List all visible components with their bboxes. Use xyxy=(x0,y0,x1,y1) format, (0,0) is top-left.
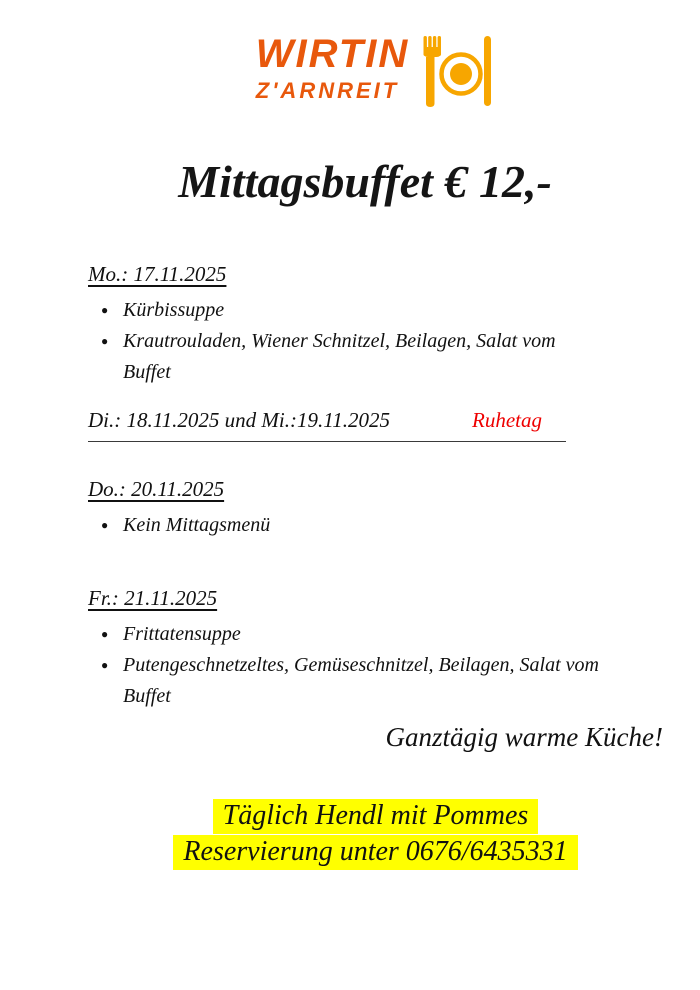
menu-section-friday xyxy=(88,583,663,712)
day-heading-friday: Fr.: 21.11.2025 xyxy=(88,585,218,610)
page-title: Mittagsbuffet € 12,- xyxy=(178,156,552,207)
menu-section-tuesday-wednesday xyxy=(88,406,566,442)
closed-day-note: Ruhetag xyxy=(472,407,542,432)
menu-section-thursday xyxy=(88,474,663,541)
restaurant-logo xyxy=(25,0,700,108)
menu-item: ● Kein Mittagsmenü xyxy=(88,510,606,541)
highlight-line xyxy=(88,834,663,870)
reservation-highlight xyxy=(88,798,663,870)
logo-text xyxy=(256,34,409,102)
highlight-line xyxy=(88,798,663,834)
menu-items-friday xyxy=(88,619,606,712)
day-heading-thursday: Do.: 20.11.2025 xyxy=(88,476,225,501)
menu-item: ● Frittatensuppe xyxy=(88,619,606,650)
day-heading-tuesday-wednesday: Di.: 18.11.2025 und Mi.:19.11.2025 xyxy=(88,407,390,432)
reservation-phone-text: Reservierung unter 0676/6435331 xyxy=(173,835,577,870)
menu-items-monday xyxy=(88,295,606,388)
menu-items-thursday xyxy=(88,510,606,541)
menu-item: ● Kürbissuppe xyxy=(88,295,606,326)
day-heading-monday: Mo.: 17.11.2025 xyxy=(88,261,227,286)
logo-name: WIRTIN xyxy=(255,32,410,76)
daily-special-text: Täglich Hendl mit Pommes xyxy=(213,799,539,834)
menu-section-monday xyxy=(88,259,663,388)
all-day-kitchen-note: Ganztägig warme Küche! xyxy=(385,721,663,752)
menu-item: ● Putengeschnetzeltes, Gemüseschnitzel, Beilagen, Salat vom Buffet xyxy=(88,650,606,712)
menu-item: ● Krautrouladen, Wiener Schnitzel, Beilagen, Salat vom Buffet xyxy=(88,326,606,388)
logo-subname: Z'ARNREIT xyxy=(255,78,400,103)
fork-plate-knife-icon xyxy=(416,36,494,108)
menu-content xyxy=(88,259,663,870)
